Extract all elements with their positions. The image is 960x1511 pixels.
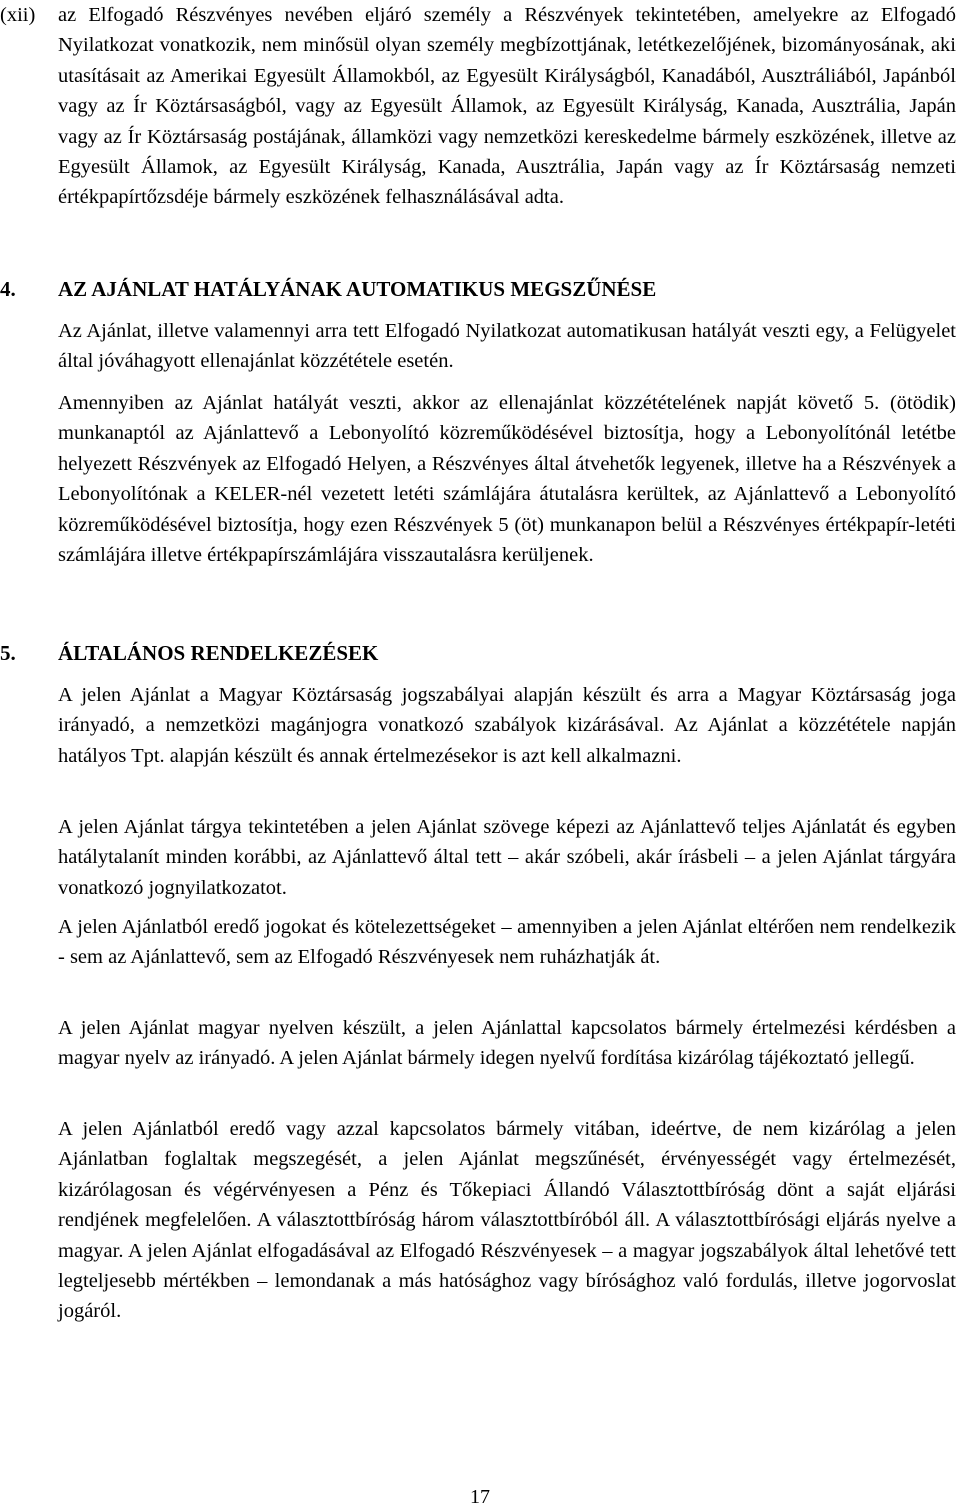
section-5-paragraph-2: A jelen Ajánlat tárgya tekintetében a jelen Ajánlat szövege képezi az Ajánlattevő teljes Ajánlatát és egyben hatálytalanít minden korábbi, az Ajánlattevő által tett – akár szóbeli, akár írásbeli – a jelen Ajánlat tárgyára vonatkozó jognyilatkozatot. <box>58 816 956 899</box>
list-item-text: az Elfogadó Részvényes nevében eljáró személy a Részvények tekintetében, amelyekre az Elfogadó Nyilatkozat vonatkozik, nem minősül olyan személy megbízottjának, letétkezelőjének, bizományosának, aki utasításait az Amerikai Egyesült Államokból, az Egyesült Királyságból, Kanadából, Ausztráliából, Japánból vagy az Ír Köztársaságból, vagy az Egyesült Államok, az Egyesült Királyság, Kanada, Ausztrália, Japán vagy az Ír Köztársaság postájának, államközi vagy nemzetközi kereskedelme bármely eszközének, illetve az Egyesült Államok, az Egyesült Királyság, Kanada, Ausztrália, Japán vagy az Ír Köztársaság nemzeti értékpapírtőzsdéje bármely eszközének felhasználásával adta. <box>58 4 956 209</box>
section-4-heading <box>0 274 656 304</box>
list-item-xii <box>0 0 956 213</box>
section-4-number: 4. <box>0 277 16 301</box>
section-4-paragraph-2: Amennyiben az Ajánlat hatályát veszti, akkor az ellenajánlat közzétételének napját követő 5. (ötödik) munkanaptól az Ajánlattevő a Lebonyolító közreműködésével biztosítja, hogy a Lebonyolítónál letétbe helyezett Részvények az Elfogadó Helyen, a Részvényes által átvehetők legyenek, illetve ha a Részvények a Lebonyolítónak a KELER-nél vezetett letéti számlájára átutalásra kerültek, az Ajánlattevő a Lebonyolító közreműködésével biztosítja, hogy ezen Részvények 5 (öt) munkanapon belül a Részvényes értékpapír-letéti számlájára illetve értékpapírszámlájára visszautalásra kerüljenek. <box>58 392 956 567</box>
section-5-paragraph-1: A jelen Ajánlat a Magyar Köztársaság jogszabályai alapján készült és arra a Magyar Köztársaság joga irányadó, a nemzetközi magánjogra vonatkozó szabályok kizárásával. Az Ajánlat a közzététele napján hatályos Tpt. alapján készült és annak értelmezésekor is azt kell alkalmazni. <box>58 684 956 767</box>
section-5-number: 5. <box>0 641 16 665</box>
section-5-paragraph-3: A jelen Ajánlatból eredő jogokat és kötelezettségeket – amennyiben a jelen Ajánlat eltérően nem rendelkezik - sem az Ajánlattevő, sem az Elfogadó Részvényesek nem ruházhatják át. <box>58 916 956 969</box>
section-5-title: ÁLTALÁNOS RENDELKEZÉSEK <box>58 641 379 665</box>
section-4-title: AZ AJÁNLAT HATÁLYÁNAK AUTOMATIKUS MEGSZŰNÉSE <box>58 277 657 301</box>
list-item-label: (xii) <box>0 4 36 26</box>
page-number: 17 <box>470 1486 490 1508</box>
section-4-paragraph-1: Az Ajánlat, illetve valamennyi arra tett Elfogadó Nyilatkozat automatikusan hatályát veszti egy, a Felügyelet által jóváhagyott ellenajánlat közzététele esetén. <box>58 320 956 373</box>
section-5-heading <box>0 638 378 668</box>
section-5-paragraph-4: A jelen Ajánlat magyar nyelven készült, a jelen Ajánlattal kapcsolatos bármely értelmezési kérdésben a magyar nyelv az irányadó. A jelen Ajánlat bármely idegen nyelvű fordítása kizárólag tájékoztató jellegű. <box>58 1017 956 1070</box>
section-5-paragraph-5: A jelen Ajánlatból eredő vagy azzal kapcsolatos bármely vitában, ideértve, de nem kizárólag a jelen Ajánlatban foglaltak megszegését, a jelen Ajánlat megszűnését, érvényességét vagy értelmezését, kizárólagosan és végérvényesen a Pénz és Tőkepiaci Állandó Választottbíróság dönt a saját eljárási rendjének megfelelően. A választottbíróság három választottbíróból áll. A választottbírósági eljárás nyelve a magyar. A jelen Ajánlat elfogadásával az Elfogadó Részvényesek – a magyar jogszabályok által lehetővé tett legteljesebb mértékben – lemondanak a más hatósághoz vagy bírósághoz való fordulás, illetve jogorvoslat jogáról. <box>58 1118 956 1323</box>
